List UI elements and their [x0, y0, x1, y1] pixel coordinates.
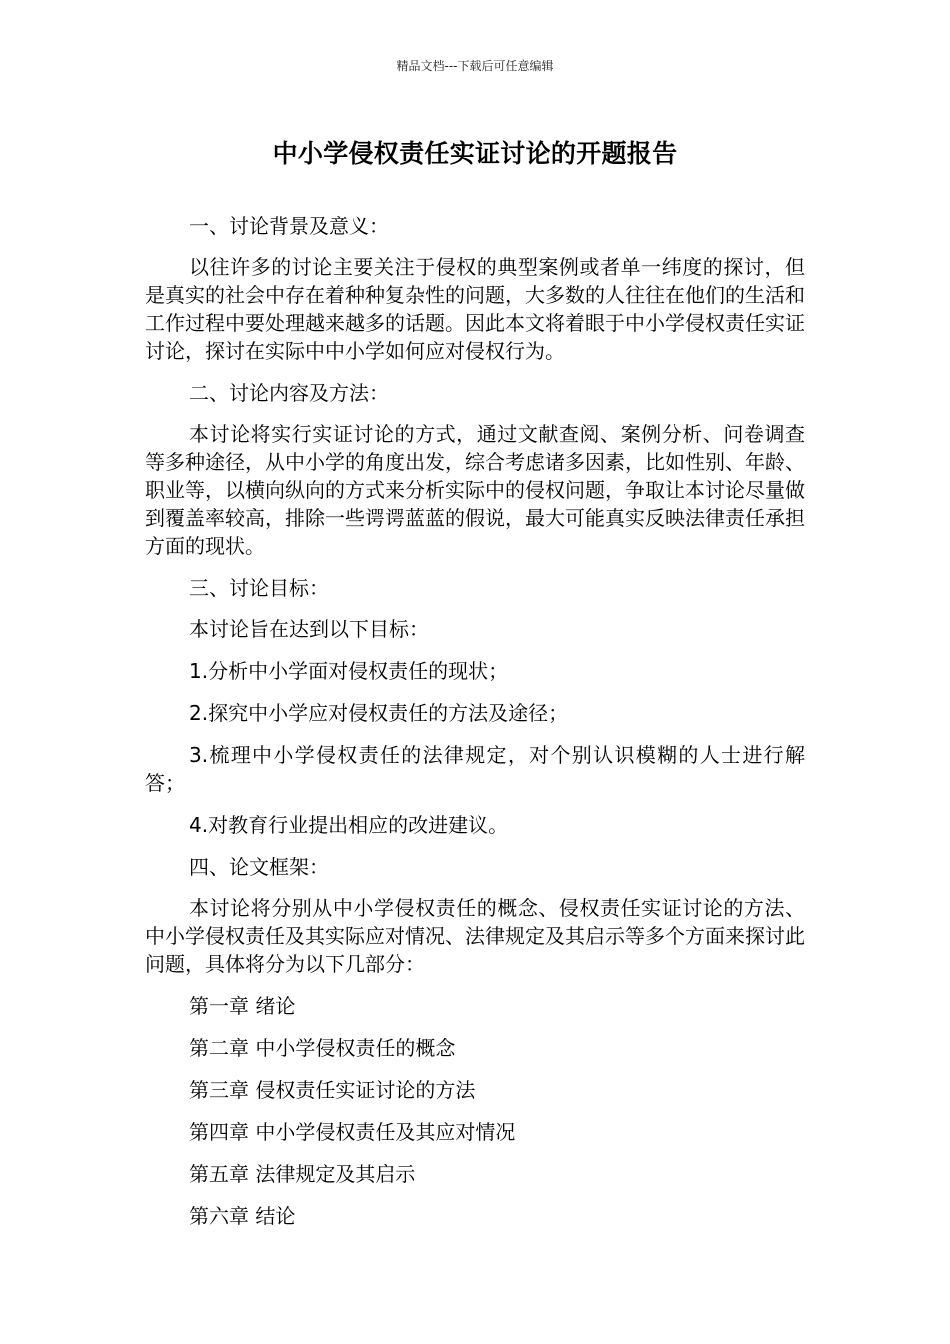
- document-body: [145, 212, 805, 1244]
- chapter-item: 第五章 法律规定及其启示: [189, 1162, 416, 1186]
- chapter-item: 第六章 结论: [189, 1204, 296, 1228]
- chapter-item: 第二章 中小学侵权责任的概念: [189, 1036, 456, 1060]
- background-paragraph: 以往许多的讨论主要关注于侵权的典型案例或者单一纬度的探讨，但是真实的社会中存在着种种复杂性的问题，大多数的人往往在他们的生活和工作过程中要处理越来越多的话题。因此本文将着眼于中小学侵权责任实证讨论，探讨在实际中中小学如何应对侵权行为。: [145, 255, 805, 363]
- framework-paragraph: 本讨论将分别从中小学侵权责任的概念、侵权责任实证讨论的方法、中小学侵权责任及其实际应对情况、法律规定及其启示等多个方面来探讨此问题，具体将分为以下几部分：: [145, 896, 805, 976]
- goal-item: 4.对教育行业提出相应的改进建议。: [189, 813, 509, 837]
- section-heading-framework: 四、论文框架：: [189, 855, 329, 879]
- chapter-item: 第一章 绪论: [189, 994, 296, 1018]
- section-heading-method: 二、讨论内容及方法：: [189, 381, 389, 405]
- section-heading-background: 一、讨论背景及意义：: [189, 214, 389, 238]
- goal-item: 2.探究中小学应对侵权责任的方法及途径；: [189, 701, 569, 725]
- chapter-item: 第三章 侵权责任实证讨论的方法: [189, 1078, 476, 1102]
- section-heading-goals: 三、讨论目标：: [189, 576, 329, 600]
- chapter-item: 第四章 中小学侵权责任及其应对情况: [189, 1120, 516, 1144]
- goal-item: 1.分析中小学面对侵权责任的现状；: [189, 659, 509, 683]
- goal-item: 3.梳理中小学侵权责任的法律规定，对个别认识模糊的人士进行解答；: [145, 743, 805, 795]
- goals-intro: 本讨论旨在达到以下目标：: [189, 617, 429, 641]
- page-header: 精品文档---下载后可任意编辑: [396, 59, 554, 73]
- document-title: 中小学侵权责任实证讨论的开题报告: [272, 139, 678, 168]
- method-paragraph: 本讨论将实行实证讨论的方式，通过文献查阅、案例分析、问卷调查等多种途径，从中小学的角度出发，综合考虑诸多因素，比如性别、年龄、职业等，以横向纵向的方式来分析实际中的侵权问题，争取让本讨论尽量做到覆盖率较高，排除一些谔谔蓝蓝的假说，最大可能真实反映法律责任承担方面的现状。: [145, 422, 805, 558]
